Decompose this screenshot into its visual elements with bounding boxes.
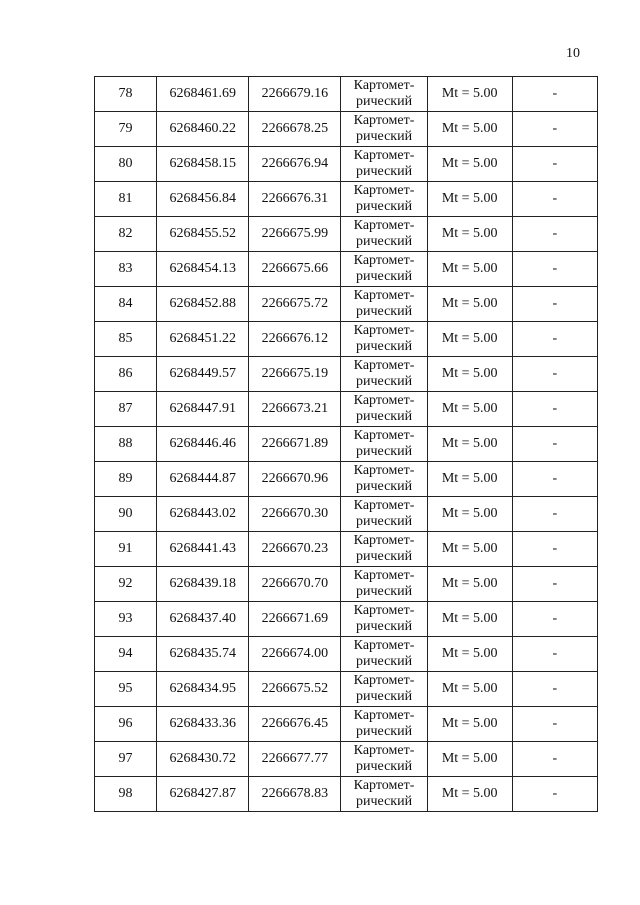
method-cell	[341, 567, 427, 602]
table-row	[95, 322, 598, 357]
note: -	[512, 322, 597, 357]
note: -	[512, 637, 597, 672]
coordinates-table-body	[95, 77, 598, 812]
method-cell	[341, 672, 427, 707]
coord-y: 2266671.69	[249, 602, 341, 637]
method-line-1: Картомет-	[353, 603, 415, 618]
method-cell	[341, 287, 427, 322]
table-row	[95, 567, 598, 602]
method-line-2: рический	[355, 794, 413, 809]
coord-y: 2266670.70	[249, 567, 341, 602]
method-line-1: Картомет-	[353, 743, 415, 758]
coord-x: 6268434.95	[157, 672, 249, 707]
coord-y: 2266676.94	[249, 147, 341, 182]
coord-y: 2266676.45	[249, 707, 341, 742]
coord-y: 2266679.16	[249, 77, 341, 112]
method-cell	[341, 637, 427, 672]
accuracy: Mt = 5.00	[427, 322, 512, 357]
method-line-2: рический	[355, 339, 413, 354]
note: -	[512, 742, 597, 777]
note: -	[512, 112, 597, 147]
method-cell	[341, 77, 427, 112]
accuracy: Mt = 5.00	[427, 182, 512, 217]
note: -	[512, 147, 597, 182]
method-cell	[341, 462, 427, 497]
coord-x: 6268433.36	[157, 707, 249, 742]
coord-y: 2266676.31	[249, 182, 341, 217]
table-row	[95, 112, 598, 147]
method-line-1: Картомет-	[353, 113, 415, 128]
method-cell	[341, 532, 427, 567]
method-line-1: Картомет-	[353, 358, 415, 373]
point-number: 96	[95, 707, 157, 742]
coord-y: 2266675.66	[249, 252, 341, 287]
point-number: 81	[95, 182, 157, 217]
table-row	[95, 427, 598, 462]
coord-y: 2266675.52	[249, 672, 341, 707]
method-line-1: Картомет-	[353, 78, 415, 93]
point-number: 95	[95, 672, 157, 707]
method-line-2: рический	[355, 234, 413, 249]
point-number: 88	[95, 427, 157, 462]
method-line-2: рический	[355, 479, 413, 494]
point-number: 93	[95, 602, 157, 637]
method-line-2: рический	[355, 584, 413, 599]
method-line-2: рический	[355, 164, 413, 179]
accuracy: Mt = 5.00	[427, 567, 512, 602]
coord-x: 6268446.46	[157, 427, 249, 462]
coord-x: 6268461.69	[157, 77, 249, 112]
coord-y: 2266673.21	[249, 392, 341, 427]
table-row	[95, 602, 598, 637]
method-line-1: Картомет-	[353, 393, 415, 408]
coord-x: 6268455.52	[157, 217, 249, 252]
method-line-2: рический	[355, 374, 413, 389]
method-line-1: Картомет-	[353, 463, 415, 478]
coord-x: 6268458.15	[157, 147, 249, 182]
method-cell	[341, 427, 427, 462]
method-cell	[341, 497, 427, 532]
table-row	[95, 742, 598, 777]
method-cell	[341, 707, 427, 742]
accuracy: Mt = 5.00	[427, 532, 512, 567]
coord-y: 2266671.89	[249, 427, 341, 462]
point-number: 83	[95, 252, 157, 287]
accuracy: Mt = 5.00	[427, 707, 512, 742]
note: -	[512, 602, 597, 637]
note: -	[512, 532, 597, 567]
method-cell	[341, 777, 427, 812]
note: -	[512, 497, 597, 532]
method-line-1: Картомет-	[353, 708, 415, 723]
point-number: 90	[95, 497, 157, 532]
coord-x: 6268460.22	[157, 112, 249, 147]
table-row	[95, 462, 598, 497]
note: -	[512, 567, 597, 602]
point-number: 91	[95, 532, 157, 567]
table-row	[95, 497, 598, 532]
point-number: 87	[95, 392, 157, 427]
accuracy: Mt = 5.00	[427, 252, 512, 287]
table-row	[95, 182, 598, 217]
note: -	[512, 462, 597, 497]
note: -	[512, 182, 597, 217]
point-number: 80	[95, 147, 157, 182]
method-line-2: рический	[355, 199, 413, 214]
point-number: 89	[95, 462, 157, 497]
point-number: 97	[95, 742, 157, 777]
note: -	[512, 707, 597, 742]
method-line-2: рический	[355, 129, 413, 144]
coordinates-table	[94, 76, 598, 812]
table-row	[95, 217, 598, 252]
accuracy: Mt = 5.00	[427, 217, 512, 252]
note: -	[512, 217, 597, 252]
method-cell	[341, 357, 427, 392]
coord-x: 6268435.74	[157, 637, 249, 672]
table-row	[95, 707, 598, 742]
method-cell	[341, 322, 427, 357]
method-line-1: Картомет-	[353, 218, 415, 233]
coord-x: 6268437.40	[157, 602, 249, 637]
accuracy: Mt = 5.00	[427, 357, 512, 392]
accuracy: Mt = 5.00	[427, 742, 512, 777]
point-number: 94	[95, 637, 157, 672]
note: -	[512, 77, 597, 112]
accuracy: Mt = 5.00	[427, 602, 512, 637]
method-line-1: Картомет-	[353, 533, 415, 548]
coord-x: 6268427.87	[157, 777, 249, 812]
method-line-2: рический	[355, 654, 413, 669]
accuracy: Mt = 5.00	[427, 392, 512, 427]
accuracy: Mt = 5.00	[427, 672, 512, 707]
table-row	[95, 77, 598, 112]
point-number: 92	[95, 567, 157, 602]
method-cell	[341, 742, 427, 777]
method-cell	[341, 217, 427, 252]
coord-x: 6268439.18	[157, 567, 249, 602]
coord-x: 6268444.87	[157, 462, 249, 497]
accuracy: Mt = 5.00	[427, 427, 512, 462]
method-line-2: рический	[355, 549, 413, 564]
method-line-2: рический	[355, 619, 413, 634]
point-number: 98	[95, 777, 157, 812]
method-line-1: Картомет-	[353, 183, 415, 198]
accuracy: Mt = 5.00	[427, 147, 512, 182]
method-line-1: Картомет-	[353, 568, 415, 583]
coord-y: 2266676.12	[249, 322, 341, 357]
method-line-1: Картомет-	[353, 253, 415, 268]
point-number: 85	[95, 322, 157, 357]
method-line-1: Картомет-	[353, 498, 415, 513]
method-line-2: рический	[355, 514, 413, 529]
method-line-1: Картомет-	[353, 323, 415, 338]
method-line-1: Картомет-	[353, 148, 415, 163]
table-row	[95, 357, 598, 392]
coord-y: 2266670.30	[249, 497, 341, 532]
coord-y: 2266677.77	[249, 742, 341, 777]
method-line-2: рический	[355, 409, 413, 424]
point-number: 84	[95, 287, 157, 322]
coord-x: 6268454.13	[157, 252, 249, 287]
coord-x: 6268452.88	[157, 287, 249, 322]
coord-x: 6268449.57	[157, 357, 249, 392]
page-number: 10	[566, 46, 580, 61]
table-row	[95, 287, 598, 322]
method-line-1: Картомет-	[353, 638, 415, 653]
coord-x: 6268430.72	[157, 742, 249, 777]
note: -	[512, 777, 597, 812]
coord-y: 2266678.25	[249, 112, 341, 147]
coord-y: 2266675.19	[249, 357, 341, 392]
method-cell	[341, 112, 427, 147]
table-row	[95, 672, 598, 707]
method-cell	[341, 392, 427, 427]
coord-x: 6268451.22	[157, 322, 249, 357]
coord-x: 6268441.43	[157, 532, 249, 567]
note: -	[512, 392, 597, 427]
method-line-2: рический	[355, 304, 413, 319]
table-row	[95, 147, 598, 182]
note: -	[512, 357, 597, 392]
coord-x: 6268447.91	[157, 392, 249, 427]
accuracy: Mt = 5.00	[427, 112, 512, 147]
method-cell	[341, 252, 427, 287]
accuracy: Mt = 5.00	[427, 77, 512, 112]
accuracy: Mt = 5.00	[427, 462, 512, 497]
coord-x: 6268456.84	[157, 182, 249, 217]
accuracy: Mt = 5.00	[427, 287, 512, 322]
coord-y: 2266675.72	[249, 287, 341, 322]
note: -	[512, 287, 597, 322]
coord-y: 2266675.99	[249, 217, 341, 252]
table-row	[95, 252, 598, 287]
method-line-2: рический	[355, 94, 413, 109]
point-number: 78	[95, 77, 157, 112]
note: -	[512, 672, 597, 707]
table-row	[95, 777, 598, 812]
method-line-1: Картомет-	[353, 428, 415, 443]
accuracy: Mt = 5.00	[427, 637, 512, 672]
method-line-2: рический	[355, 444, 413, 459]
method-line-1: Картомет-	[353, 778, 415, 793]
method-line-2: рический	[355, 689, 413, 704]
method-cell	[341, 147, 427, 182]
coord-y: 2266670.96	[249, 462, 341, 497]
method-line-2: рический	[355, 269, 413, 284]
note: -	[512, 427, 597, 462]
coord-y: 2266674.00	[249, 637, 341, 672]
method-cell	[341, 602, 427, 637]
table-row	[95, 392, 598, 427]
accuracy: Mt = 5.00	[427, 497, 512, 532]
method-line-1: Картомет-	[353, 673, 415, 688]
method-line-2: рический	[355, 724, 413, 739]
coord-y: 2266678.83	[249, 777, 341, 812]
method-cell	[341, 182, 427, 217]
method-line-1: Картомет-	[353, 288, 415, 303]
accuracy: Mt = 5.00	[427, 777, 512, 812]
point-number: 86	[95, 357, 157, 392]
method-line-2: рический	[355, 759, 413, 774]
point-number: 79	[95, 112, 157, 147]
point-number: 82	[95, 217, 157, 252]
table-row	[95, 532, 598, 567]
table-row	[95, 637, 598, 672]
coord-x: 6268443.02	[157, 497, 249, 532]
coord-y: 2266670.23	[249, 532, 341, 567]
note: -	[512, 252, 597, 287]
